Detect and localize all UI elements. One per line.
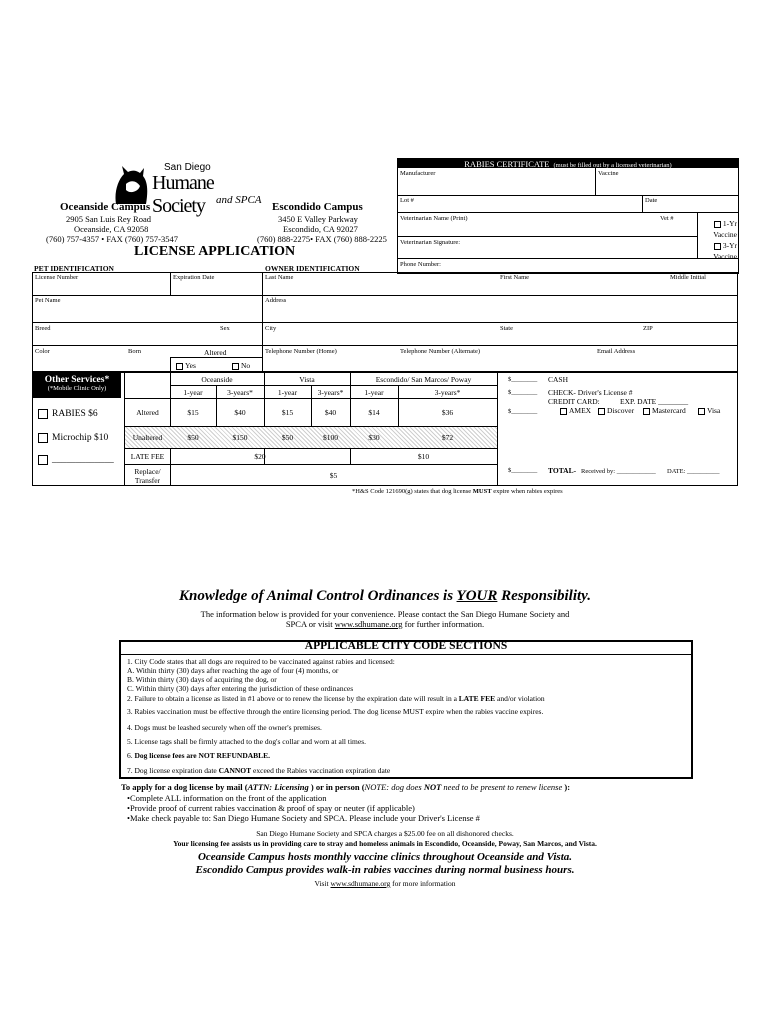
manufacturer-field[interactable] xyxy=(398,178,594,194)
total-amount-blank[interactable]: $________ xyxy=(508,467,538,474)
unaltered-fee-vista-1yr[interactable]: $50 xyxy=(281,433,294,442)
cash-amount-blank[interactable]: $________ xyxy=(508,376,538,383)
footnote-text-b: expire when rabies expires xyxy=(491,488,563,495)
late-fee-row-label: LATE FEE xyxy=(130,452,165,461)
altered-fee-escondido-1yr[interactable]: $14 xyxy=(368,408,380,417)
code-item-2-a: 2. Failure to obtain a license as listed in #1 above or to renew the license by the expiration date will result in a xyxy=(127,694,459,703)
code-item-2-c: and/or violation xyxy=(495,694,545,703)
state-field[interactable] xyxy=(498,333,638,344)
replace-transfer-fee[interactable]: $5 xyxy=(329,471,338,480)
code-item-7-cannot: CANNOT xyxy=(218,766,252,775)
escondido-column-header: Escondido/ San Marcos/ Poway xyxy=(375,374,472,384)
code-item-1a: A. Within thirty (30) days after reaching the age of four (4) months, or xyxy=(127,666,339,675)
credit-amount-blank[interactable]: $________ xyxy=(508,408,538,415)
three-yr-option[interactable] xyxy=(703,240,737,262)
last-name-field[interactable] xyxy=(263,282,493,294)
vaccine-field[interactable] xyxy=(596,178,738,194)
escondido-address1: 3450 E Valley Parkway xyxy=(278,214,358,224)
credit-card-label: CREDIT CARD: xyxy=(548,397,600,406)
oceanside-address2: Oceanside, CA 92058 xyxy=(74,224,149,234)
responsibility-heading xyxy=(0,588,770,605)
license-number-field[interactable] xyxy=(33,282,169,294)
code-item-7-c: exceed the Rabies vaccination expiration date xyxy=(251,766,391,775)
other-service-checkbox[interactable] xyxy=(38,455,48,465)
telephone-alternate-label: Telephone Number (Alternate) xyxy=(400,348,481,355)
pet-name-field[interactable] xyxy=(33,306,261,321)
microchip-service-option[interactable] xyxy=(38,433,108,443)
one-yr-option[interactable] xyxy=(703,218,737,240)
rabies-header-note: (must be filled out by a licensed veterinarian) xyxy=(553,162,672,169)
escondido-clinic-note: Escondido Campus provides walk-in rabies vaccines during normal business hours. xyxy=(195,864,575,876)
apply-text-a: To apply for a dog license by mail ( xyxy=(121,782,248,792)
phone-number-label: Phone Number: xyxy=(400,261,441,268)
telephone-home-label: Telephone Number (Home) xyxy=(265,348,337,355)
amex-option[interactable] xyxy=(560,406,591,415)
unaltered-row-label: Unaltered xyxy=(132,433,163,442)
telephone-home-field[interactable] xyxy=(263,357,395,371)
owner-id-heading: OWNER IDENTIFICATION xyxy=(265,264,360,273)
altered-row-label: Altered xyxy=(136,408,159,417)
visit-text-b: for more information xyxy=(390,879,456,888)
visa-label: Visa xyxy=(707,406,721,415)
middle-initial-field[interactable] xyxy=(668,282,737,294)
unaltered-fee-escondido-3yr[interactable]: $72 xyxy=(441,433,454,442)
one-yr-label: 1-Yr xyxy=(722,219,737,228)
visit-text-a: Visit xyxy=(314,879,331,888)
code-item-7 xyxy=(127,766,390,775)
escondido-phone: (760) 888-2275• FAX (760) 888-2225 xyxy=(257,234,387,244)
other-service-option[interactable] xyxy=(38,455,114,465)
born-label: Born xyxy=(128,348,141,355)
intro-line2 xyxy=(0,619,770,629)
one-yr-checkbox[interactable] xyxy=(714,221,721,228)
code-item-1b: B. Within thirty (30) days of acquiring the dog, or xyxy=(127,675,277,684)
unaltered-fee-vista-3yr[interactable]: $100 xyxy=(323,433,338,442)
discover-label: Discover xyxy=(607,406,635,415)
oceanside-phone: (760) 757-4357 • FAX (760) 757-3547 xyxy=(46,234,178,244)
first-name-field[interactable] xyxy=(498,282,663,294)
code-item-5: 5. License tags shall be firmly attached to the dog's collar and worn at all times. xyxy=(127,737,366,746)
oceanside-3yr-header: 3-years* xyxy=(227,387,253,397)
discover-option[interactable] xyxy=(598,406,634,415)
altered-fee-oceanside-3yr[interactable]: $40 xyxy=(234,408,246,417)
code-item-1: 1. City Code states that all dogs are required to be vaccinated against rabies and licensed: xyxy=(127,657,395,666)
apply-bullet-1: •Complete ALL information on the front of the application xyxy=(127,793,327,803)
code-item-3: 3. Rabies vaccination must be effective through the entire licensing period. The dog license MUST expire when the rabies vaccine expires. xyxy=(127,707,544,716)
late-fee-escondido[interactable]: $10 xyxy=(417,452,430,461)
transfer-label: Transfer xyxy=(134,475,161,485)
mastercard-checkbox[interactable] xyxy=(643,408,650,415)
last-name-label: Last Name xyxy=(265,274,294,281)
oceanside-title: Oceanside Campus xyxy=(60,201,151,213)
city-label: City xyxy=(265,325,277,332)
zip-field[interactable] xyxy=(641,333,737,344)
replace-transfer-row-label xyxy=(125,465,170,486)
heading-text-a: Knowledge of Animal Control Ordinances is xyxy=(178,588,457,604)
code-item-6-b: Dog license fees are NOT REFUNDABLE. xyxy=(134,751,271,760)
amex-checkbox[interactable] xyxy=(560,408,567,415)
date-label: Date xyxy=(645,197,658,204)
footer-website-link[interactable]: www.sdhumane.org xyxy=(330,879,391,888)
check-label: CHECK- Driver's License # xyxy=(548,388,633,397)
logo-line1: San Diego xyxy=(164,162,211,173)
other-services-header xyxy=(33,373,121,398)
received-by-field[interactable]: Received by: ____________ xyxy=(581,468,656,475)
licensing-fee-assist-note: Your licensing fee assists us in providing care to stray and homeless animals in Escondido, Oceanside, Poway, San Marcos, and Vista. xyxy=(173,839,597,848)
unaltered-fee-escondido-1yr[interactable]: $30 xyxy=(368,433,380,442)
vista-3yr-header: 3-years* xyxy=(317,387,344,397)
altered-fee-vista-3yr[interactable]: $40 xyxy=(324,408,337,417)
logo-line3: and SPCA xyxy=(216,194,262,206)
total-label: TOTAL- xyxy=(548,466,577,475)
visa-checkbox[interactable] xyxy=(698,408,705,415)
discover-checkbox[interactable] xyxy=(598,408,605,415)
footnote-must: MUST xyxy=(472,488,492,495)
address-label: Address xyxy=(265,297,287,304)
code-item-6 xyxy=(127,751,270,760)
vet-name-field[interactable] xyxy=(470,214,650,234)
microchip-service-checkbox[interactable] xyxy=(38,433,48,443)
unaltered-fee-oceanside-3yr[interactable]: $150 xyxy=(232,433,248,442)
logo-line2: Humane Society xyxy=(152,172,214,217)
intro-line2-a: SPCA or visit xyxy=(285,619,335,629)
escondido-address2: Escondido, CA 92027 xyxy=(283,224,358,234)
code-item-2 xyxy=(127,694,545,703)
amex-label: AMEX xyxy=(569,406,592,415)
altered-yes-label: Yes xyxy=(185,361,196,370)
check-amount-blank[interactable]: $________ xyxy=(508,389,538,396)
expiration-date-label: Expiration Date xyxy=(173,274,215,281)
altered-no-label: No xyxy=(241,361,251,370)
footnote-text-a: *H&S Code 121690(g) states that dog license xyxy=(352,488,473,495)
one-yr-vaccine-label: Vaccine xyxy=(713,230,737,239)
email-address-label: Email Address xyxy=(597,348,636,355)
apply-attn: ATTN: Licensing xyxy=(247,782,309,792)
first-name-label: First Name xyxy=(500,274,530,281)
license-number-label: License Number xyxy=(35,274,79,281)
phone-number-field[interactable] xyxy=(448,260,736,272)
altered-fee-oceanside-1yr[interactable]: $15 xyxy=(187,408,199,417)
date-field[interactable] xyxy=(660,196,738,211)
sex-label: Sex xyxy=(220,325,230,332)
vet-signature-field[interactable] xyxy=(470,238,695,256)
visit-website-note xyxy=(0,879,770,888)
code-item-4: 4. Dogs must be leashed securely when off the owner's premises. xyxy=(127,723,322,732)
lot-label: Lot # xyxy=(400,197,414,204)
exp-date-label: EXP. DATE ________ xyxy=(620,397,689,406)
mastercard-option[interactable] xyxy=(643,406,686,415)
code-item-2-late-fee: LATE FEE xyxy=(458,694,496,703)
vet-name-label: Veterinarian Name (Print) xyxy=(400,215,468,222)
pet-id-heading: PET IDENTIFICATION xyxy=(34,264,114,273)
apply-text-b: ) or in person ( xyxy=(308,782,365,792)
altered-yes-option[interactable] xyxy=(176,361,196,370)
intro-line1: The information below is provided for your convenience. Please contact the San Diego Humane Society and xyxy=(200,609,570,619)
altered-yes-checkbox[interactable] xyxy=(176,363,183,370)
replace-label: Replace/ xyxy=(134,466,161,476)
code-item-1c: C. Within thirty (30) days after entering the jurisdiction of these ordinances xyxy=(127,684,354,693)
license-footnote xyxy=(352,488,563,495)
city-field[interactable] xyxy=(263,333,493,344)
pet-name-label: Pet Name xyxy=(35,297,61,304)
heading-your: YOUR xyxy=(456,588,498,604)
state-label: State xyxy=(500,325,513,332)
rabies-service-label: RABIES $6 xyxy=(52,409,98,420)
cash-label: CASH xyxy=(548,375,569,384)
altered-fee-vista-1yr[interactable]: $15 xyxy=(281,408,294,417)
late-fee-oceanside-vista[interactable]: $20 xyxy=(254,452,266,461)
altered-no-checkbox[interactable] xyxy=(232,363,239,370)
oceanside-address1: 2905 San Luis Rey Road xyxy=(66,214,151,224)
received-date-field[interactable]: DATE: __________ xyxy=(667,468,720,475)
escondido-3yr-header: 3-years* xyxy=(434,387,461,397)
form-title: LICENSE APPLICATION xyxy=(134,244,296,259)
heading-text-b: Responsibility. xyxy=(497,588,592,604)
escondido-title: Escondido Campus xyxy=(272,201,363,213)
mastercard-label: Mastercard xyxy=(652,406,686,415)
unaltered-fee-oceanside-1yr[interactable]: $50 xyxy=(187,433,199,442)
code-item-7-a: 7. Dog license expiration date xyxy=(127,766,219,775)
breed-field[interactable] xyxy=(33,333,213,344)
other-service-blank: _____________ xyxy=(52,455,114,466)
color-label: Color xyxy=(35,348,50,355)
three-yr-checkbox[interactable] xyxy=(714,243,721,250)
rabies-service-option[interactable] xyxy=(38,409,98,419)
rabies-header-title: RABIES CERTIFICATE xyxy=(464,159,550,169)
three-yr-label: 3-Yr xyxy=(722,241,737,250)
vet-signature-label: Veterinarian Signature: xyxy=(400,239,461,246)
altered-no-option[interactable] xyxy=(232,361,250,370)
other-services-subtitle: (*Mobile Clinic Only) xyxy=(47,385,107,392)
middle-initial-label: Middle Initial xyxy=(670,274,706,281)
vista-column-header: Vista xyxy=(299,374,315,384)
zip-label: ZIP xyxy=(643,325,653,332)
oceanside-column-header: Oceanside xyxy=(201,374,233,384)
manufacturer-label: Manufacturer xyxy=(400,170,436,177)
oceanside-clinic-note: Oceanside Campus hosts monthly vaccine clinics throughout Oceanside and Vista. xyxy=(197,851,573,863)
apply-text-c: need to be present to renew license xyxy=(441,782,563,792)
microchip-service-label: Microchip $10 xyxy=(52,433,109,444)
vet-number-label: Vet # xyxy=(660,215,674,222)
city-code-title: APPLICABLE CITY CODE SECTIONS xyxy=(304,640,508,652)
code-item-6-a: 6. xyxy=(127,751,135,760)
apply-not: NOT xyxy=(423,782,442,792)
apply-bullet-2: •Provide proof of current rabies vaccination & proof of spay or neuter (if applicable) xyxy=(127,803,415,813)
apply-text-d: ): xyxy=(562,782,571,792)
visa-option[interactable] xyxy=(698,406,720,415)
other-services-title: Other Services* xyxy=(44,375,110,385)
dishonored-check-fee-note: San Diego Humane Society and SPCA charges a $25.00 fee on all dishonored checks. xyxy=(256,829,514,838)
apply-bullet-3: •Make check payable to: San Diego Humane Society and SPCA. Please include your Driver's License # xyxy=(127,813,480,823)
vaccine-label: Vaccine xyxy=(598,170,619,177)
intro-line2-b: for further information. xyxy=(402,619,485,629)
breed-label: Breed xyxy=(35,325,51,332)
dog-cat-logo-icon xyxy=(112,162,152,206)
lot-field[interactable] xyxy=(420,196,640,211)
telephone-alternate-field[interactable] xyxy=(398,357,588,371)
intro-website-link[interactable]: www.sdhumane.org xyxy=(334,619,403,629)
oceanside-1yr-header: 1-year xyxy=(183,387,203,397)
altered-label: Altered xyxy=(204,348,227,357)
apply-instructions xyxy=(121,782,570,792)
rabies-header xyxy=(397,158,739,168)
apply-note: NOTE: dog does xyxy=(364,782,424,792)
escondido-1yr-header: 1-year xyxy=(364,387,384,397)
email-address-field[interactable] xyxy=(595,357,737,371)
rabies-service-checkbox[interactable] xyxy=(38,409,48,419)
three-yr-vaccine-label: Vaccine xyxy=(713,252,737,261)
expiration-date-field[interactable] xyxy=(171,282,261,294)
vista-1yr-header: 1-year xyxy=(277,387,298,397)
altered-fee-escondido-3yr[interactable]: $36 xyxy=(441,408,454,417)
address-field[interactable] xyxy=(263,306,737,321)
